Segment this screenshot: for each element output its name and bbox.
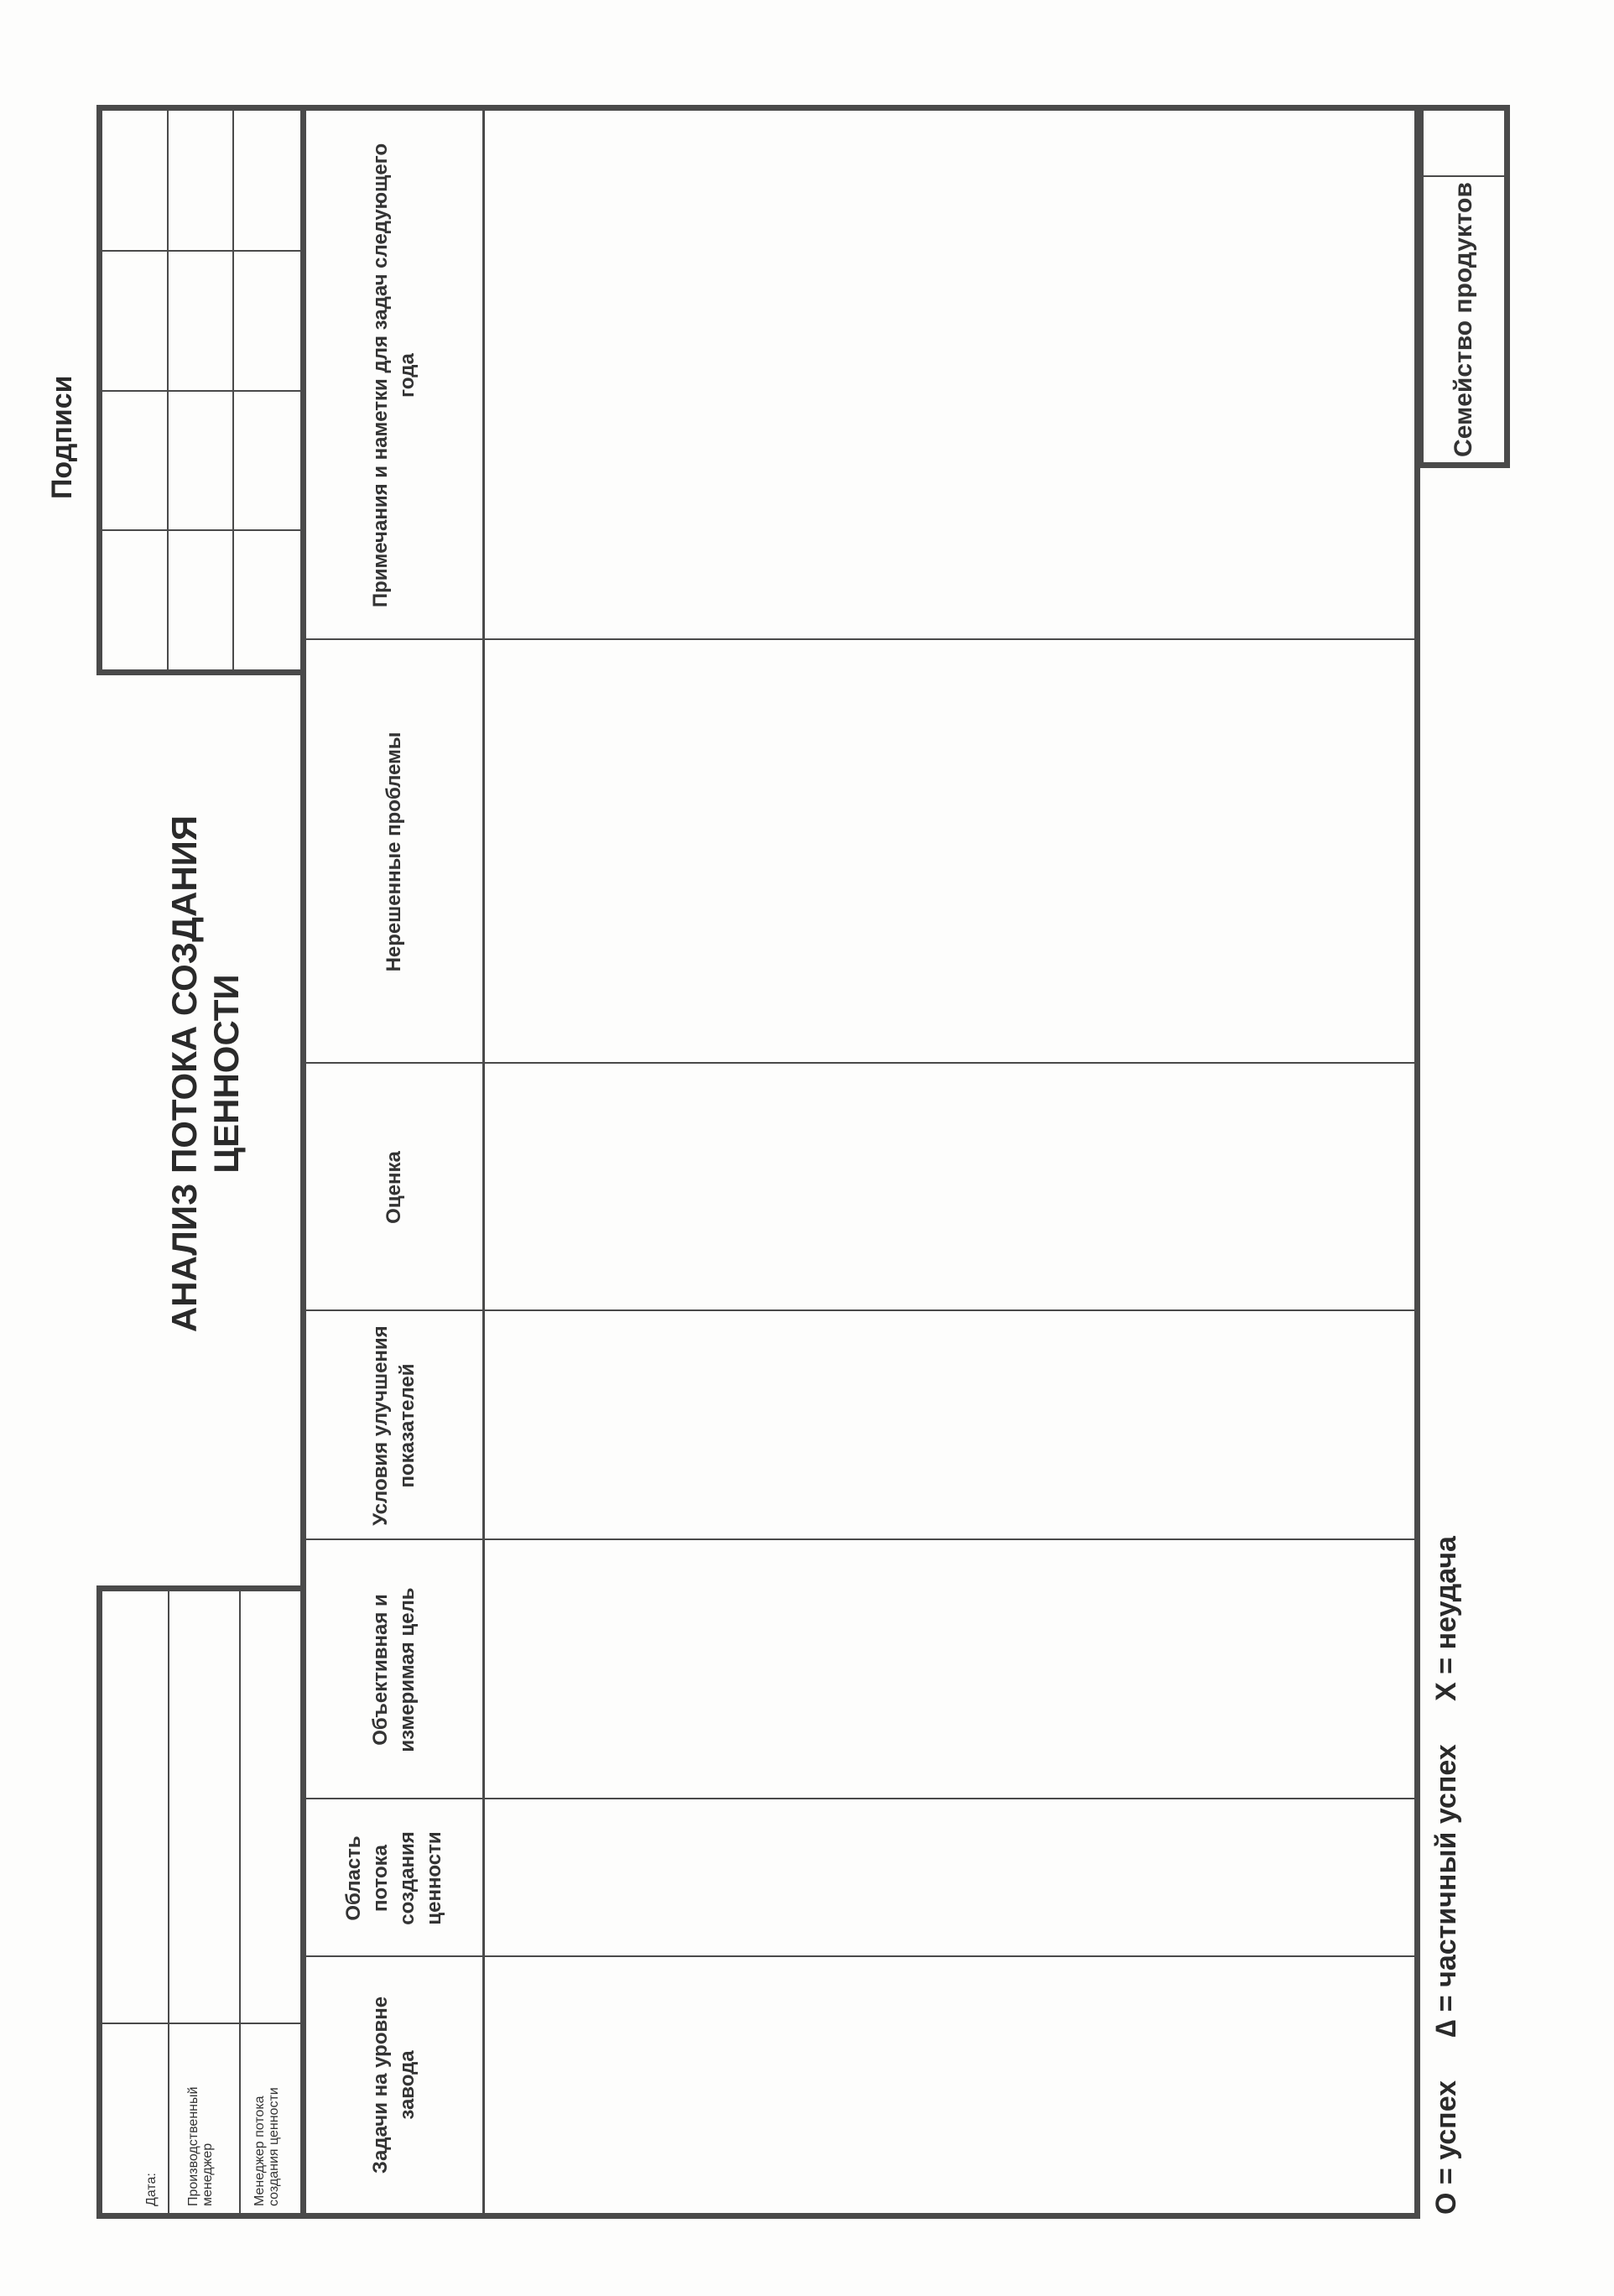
legend-partial: ∆ = частичный успех (1430, 1744, 1462, 2038)
production-manager-label: Производственный менеджер (186, 2086, 215, 2206)
signature-cell (169, 111, 235, 251)
signature-cell (169, 251, 235, 391)
signature-cell (234, 251, 300, 391)
analysis-table (300, 105, 1420, 2219)
vs-manager-row (241, 1591, 306, 2213)
header-info-box (96, 1585, 306, 2219)
legend-failure: X = неудача (1430, 1536, 1462, 1701)
column-header: Условия улучшения показателей (369, 1325, 419, 1526)
production-manager-row (169, 1591, 241, 2213)
column-header: Область потока создания ценности (342, 1831, 445, 1925)
column-header: Задачи на уровне завода (369, 1996, 419, 2174)
signature-cell (102, 530, 169, 670)
rotated-form (0, 67, 1527, 2265)
date-row (102, 1591, 169, 2213)
column-header: Нерешенные проблемы (383, 731, 405, 972)
signature-cell (234, 530, 300, 670)
signature-cell (234, 111, 300, 251)
signature-cell (102, 251, 169, 391)
signature-cell (169, 390, 235, 530)
column-header: Примечания и наметки для задач следующего года (369, 143, 419, 608)
legend (1430, 1501, 1463, 2215)
date-label: Дата: (144, 2173, 159, 2206)
signatures-title: Подписи (46, 375, 78, 499)
product-family-box (1418, 105, 1510, 468)
product-family-label: Семейство продуктов (1450, 182, 1477, 457)
vs-manager-label: Менеджер потока создания ценности (253, 2087, 281, 2206)
legend-success: O = успех (1430, 2080, 1462, 2215)
column-header: Оценка (383, 1151, 405, 1224)
family-divider (1424, 175, 1504, 177)
signature-cell (169, 530, 235, 670)
signature-cell (102, 390, 169, 530)
signature-cell (102, 111, 169, 251)
header-divider (482, 111, 485, 2213)
signature-cell (234, 390, 300, 530)
column-header: Объективная и измеримая цель (369, 1587, 419, 1752)
signatures-grid (96, 105, 306, 675)
page-title: АНАЛИЗ ПОТОКА СОЗДАНИЯ ЦЕННОСТИ (164, 815, 246, 1333)
